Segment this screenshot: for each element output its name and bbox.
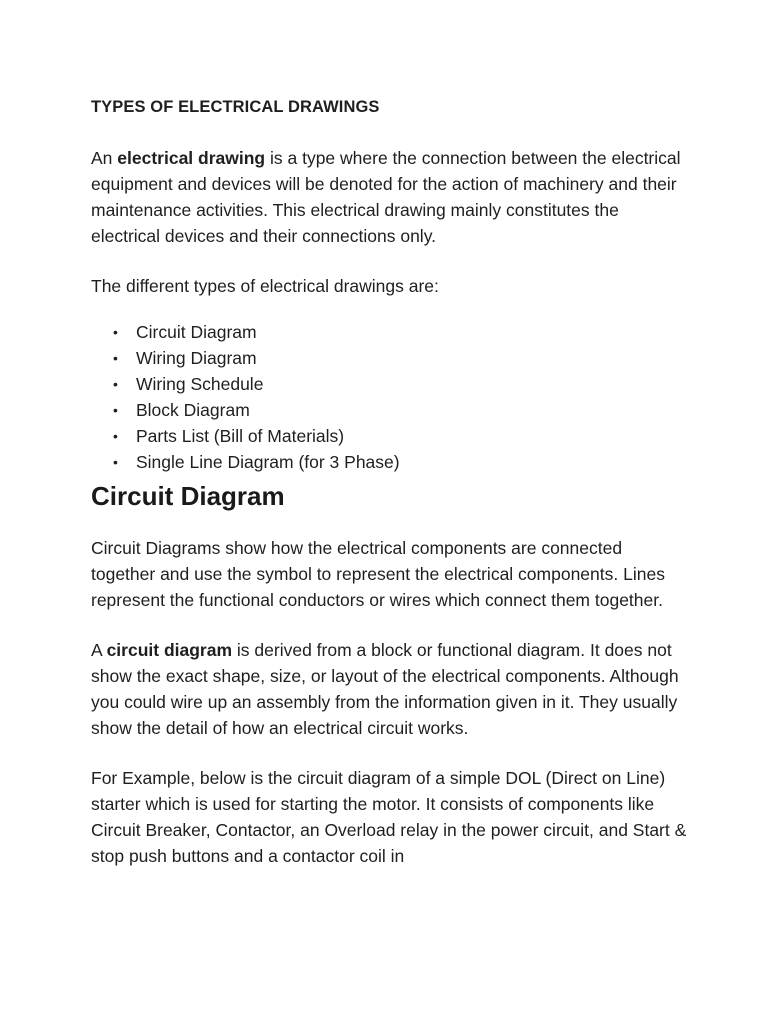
list-item: • Single Line Diagram (for 3 Phase) (91, 449, 691, 475)
list-intro: The different types of electrical drawings are: (91, 276, 439, 296)
document-page (91, 95, 691, 893)
para2-prefix: A (91, 640, 107, 660)
list-item: • Block Diagram (91, 397, 691, 423)
bullet-icon: • (113, 402, 118, 418)
intro-rest: is a type where the connection between the electrical equipment and devices will be denoted for the action of machinery and their maintenance activities. This electrical drawing mainly constitutes the electrical devices and their connections only. (91, 148, 681, 246)
para2-rest: is derived from a block or functional diagram. It does not show the exact shape, size, or layout of the electrical components. Although you could wire up an assembly from the information given in it. They usually show the detail of how an electrical circuit works. (91, 640, 679, 738)
section-paragraph-1: Circuit Diagrams show how the electrical components are connected together and use the symbol to represent the electrical components. Lines represent the functional conductors or wires which connect them together. (91, 538, 665, 610)
intro-bold-term: electrical drawing (117, 148, 266, 168)
bullet-icon: • (113, 350, 118, 366)
list-item: • Circuit Diagram (91, 319, 691, 345)
bullet-icon: • (113, 454, 118, 470)
intro-prefix: An (91, 148, 118, 168)
section-paragraph-2 (91, 637, 691, 741)
para2-bold-term: circuit diagram (106, 640, 233, 660)
list-item: • Parts List (Bill of Materials) (91, 423, 691, 449)
section-paragraph-3: For Example, below is the circuit diagram of a simple DOL (Direct on Line) starter which is used for starting the motor. It consists of components like Circuit Breaker, Contactor, an Overload relay in the power circuit, and Start & stop push buttons and a contactor coil in (91, 768, 687, 866)
bullet-icon: • (113, 324, 118, 340)
document-title: TYPES OF ELECTRICAL DRAWINGS (91, 98, 380, 116)
bullet-icon: • (113, 428, 118, 444)
bullet-icon: • (113, 376, 118, 392)
list-item: • Wiring Schedule (91, 371, 691, 397)
drawing-types-list (91, 319, 691, 475)
intro-paragraph (91, 145, 691, 249)
list-item: • Wiring Diagram (91, 345, 691, 371)
section-heading: Circuit Diagram (91, 481, 285, 511)
